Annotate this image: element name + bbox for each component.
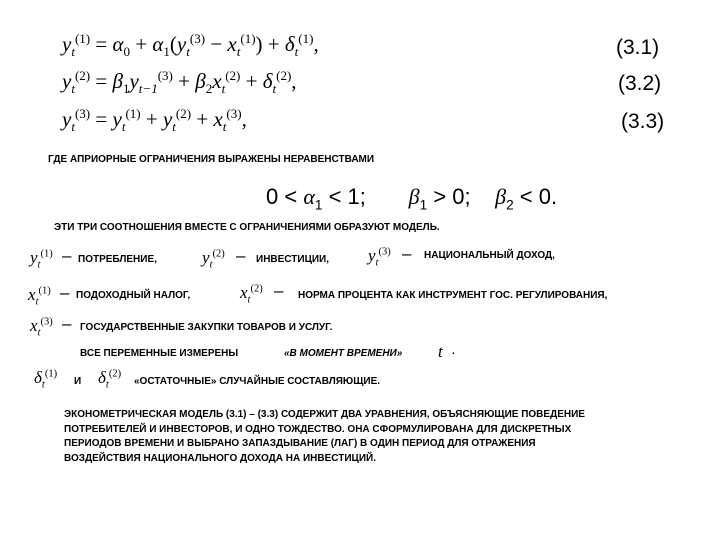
symbol-y2: $y_t^{(2)}$ <box>202 248 225 271</box>
equation-3-1: $y_t^{(1)} = \alpha_0 + \alpha_1(y_t^{(3)} - x_t^{(1)}) + \delta_t^{(1)}$, <box>62 31 319 60</box>
dash: – <box>402 244 412 263</box>
dash: – <box>274 281 284 300</box>
definition-interest-rate: НОРМА ПРОЦЕНТА КАК ИНСТРУМЕНТ ГОС. РЕГУЛИРОВАНИЯ, <box>298 290 608 301</box>
definition-tax: ПОДОХОДНЫЙ НАЛОГ, <box>76 290 191 301</box>
symbol-x1: $x_t^{(1)}$ <box>28 285 51 308</box>
constraints-intro: ГДЕ АПРИОРНЫЕ ОГРАНИЧЕНИЯ ВЫРАЖЕНЫ НЕРАВЕНСТВАМИ <box>48 154 375 165</box>
equation-number-3-3: (3.3) <box>621 110 665 133</box>
time-note-suffix: . <box>452 346 455 357</box>
residuals-description: «ОСТАТОЧНЫЕ» СЛУЧАЙНЫЕ СОСТАВЛЯЮЩИЕ. <box>134 376 381 387</box>
symbol-x3: $x_t^{(3)}$ <box>30 316 53 339</box>
model-statement: ЭТИ ТРИ СООТНОШЕНИЯ ВМЕСТЕ С ОГРАНИЧЕНИЯМИ ОБРАЗУЮТ МОДЕЛЬ. <box>54 222 440 233</box>
equation-number-3-2: (3.2) <box>618 72 662 95</box>
time-symbol: t <box>438 342 443 361</box>
symbol-delta2: $\delta_t^{(2)}$ <box>98 368 122 391</box>
paragraph-line: ПЕРИОДОВ ВРЕМЕНИ И ВЫБРАНО ЗАПАЗДЫВАНИЕ (ЛАГ) В ОДИН ПЕРИОД ДЛЯ ОТРАЖЕНИЯ <box>64 438 536 449</box>
paragraph-line: ПОТРЕБИТЕЛЕЙ И ИНВЕСТОРОВ, И ОДНО ТОЖДЕСТВО. ОНА СФОРМУЛИРОВАНА ДЛЯ ДИСКРЕТНЫХ <box>64 423 572 435</box>
definition-income: НАЦИОНАЛЬНЫЙ ДОХОД, <box>424 250 555 261</box>
equation-number-3-1: (3.1) <box>616 36 660 59</box>
definition-gov-purchases: ГОСУДАРСТВЕННЫЕ ЗАКУПКИ ТОВАРОВ И УСЛУГ. <box>80 322 333 333</box>
equation-3-2: $y_t^{(2)} = \beta_1y_{t-1}^{(3)} + \beta_2x_t^{(2)} + \delta_t^{(2)}$, <box>62 68 297 97</box>
dash: – <box>236 246 246 265</box>
paragraph-line: ВОЗДЕЙСТВИЯ НАЦИОНАЛЬНОГО ДОХОДА НА ИНВЕСТИЦИЙ. <box>64 452 376 464</box>
equation-3-3: $y_t^{(3)} = y_t^{(1)} + y_t^{(2)} + x_t^{(3)}$, <box>62 106 247 135</box>
time-note-prefix: ВСЕ ПЕРЕМЕННЫЕ ИЗМЕРЕНЫ <box>80 348 239 359</box>
symbol-y3: $y_t^{(3)}$ <box>368 246 391 269</box>
definition-investment: ИНВЕСТИЦИИ, <box>256 254 330 265</box>
residuals-conjunction: И <box>74 376 82 387</box>
symbol-delta1: $\delta_t^{(1)}$ <box>34 368 58 391</box>
definition-consumption: ПОТРЕБЛЕНИЕ, <box>78 254 157 265</box>
dash: – <box>62 314 72 333</box>
dash: – <box>62 246 72 265</box>
paragraph-line: ЭКОНОМЕТРИЧЕСКАЯ МОДЕЛЬ (3.1) – (3.3) СОДЕРЖИТ ДВА УРАВНЕНИЯ, ОБЪЯСНЯЮЩИЕ ПОВЕДЕНИЕ <box>64 409 585 420</box>
dash: – <box>60 283 70 302</box>
symbol-x2: $x_t^{(2)}$ <box>240 283 263 306</box>
constraints-formula: $0 < \alpha_1 < 1$; $\beta_1 > 0$; $\beta_2 < 0$. <box>266 184 558 213</box>
time-note-italic: «В МОМЕНТ ВРЕМЕНИ» <box>284 348 403 359</box>
symbol-y1: $y_t^{(1)}$ <box>30 248 53 271</box>
